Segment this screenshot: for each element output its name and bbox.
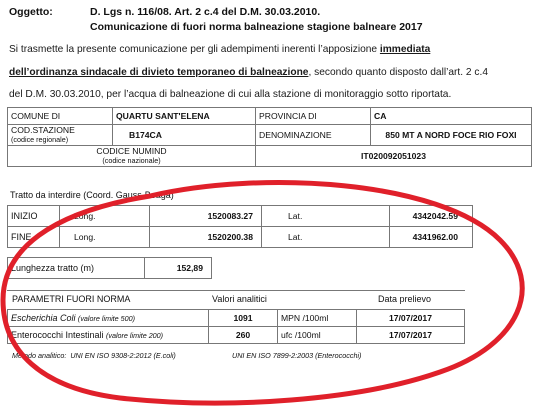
valori-header: Valori analitici: [212, 294, 267, 304]
body-line-1-emphasis: immediata: [379, 44, 431, 55]
numind-value: IT020092051023: [256, 146, 532, 167]
comune-label: COMUNE DI: [8, 108, 113, 125]
fine-lat-value: 4341962.00: [390, 227, 473, 248]
lunghezza-value: 152,89: [145, 258, 212, 279]
ellipse-stroke: [3, 183, 522, 403]
body-line-2-emphasis: dell’ordinanza sindacale di divieto temporaneo di balneazione: [9, 67, 309, 78]
data-prelievo-header: Data prelievo: [378, 294, 432, 304]
inizio-long-label: Long.: [60, 206, 150, 227]
inizio-label: INIZIO: [8, 206, 60, 227]
cod-stazione-label: COD.STAZIONE: [11, 125, 75, 135]
param-limit: (valore limite 200): [105, 331, 164, 340]
fine-label: FINE: [8, 227, 60, 248]
param-date: 17/07/2017: [357, 310, 465, 327]
tratto-title: Tratto da interdire (Coord. Gauss-Boaga): [10, 190, 174, 200]
body-line-2-text: , secondo quanto disposto dall’art. 2 c.4: [308, 67, 488, 78]
subject-label: Oggetto:: [9, 6, 53, 18]
denominazione-value: 850 MT A NORD FOCE RIO FOXI: [371, 125, 532, 146]
fine-long-label: Long.: [60, 227, 150, 248]
parametri-header: PARAMETRI FUORI NORMA: [12, 294, 131, 304]
param-date: 17/07/2017: [357, 327, 465, 344]
param-unit: ufc /100ml: [278, 327, 357, 344]
comune-value: QUARTU SANT'ELENA: [113, 108, 256, 125]
body-line-1-text: Si trasmette la presente comunicazione per gli adempimenti inerenti l’apposizione: [9, 44, 380, 55]
param-name: Escherichia Coli: [11, 313, 76, 323]
metodo-label: Metodo analitico:: [12, 351, 67, 360]
provincia-label: PROVINCIA DI: [256, 108, 371, 125]
fine-lat-label: Lat.: [262, 227, 390, 248]
metodo-1: UNI EN ISO 9308-2:2012 (E.coli): [70, 351, 176, 360]
denominazione-label: DENOMINAZIONE: [256, 125, 371, 146]
inizio-lat-label: Lat.: [262, 206, 390, 227]
param-name: Enterococchi Intestinali: [11, 330, 104, 340]
param-value: 260: [209, 327, 278, 344]
provincia-value: CA: [371, 108, 532, 125]
cod-stazione-value: B174CA: [113, 125, 256, 146]
numind-sub: (codice nazionale): [102, 156, 161, 165]
param-limit: (valore limite 500): [77, 314, 136, 323]
metodo-2: UNI EN ISO 7899-2:2003 (Enterococchi): [232, 351, 362, 360]
lunghezza-label: Lunghezza tratto (m): [8, 258, 145, 279]
param-unit: MPN /100ml: [278, 310, 357, 327]
param-value: 1091: [209, 310, 278, 327]
fine-long-value: 1520200.38: [150, 227, 262, 248]
subject-line-2: Comunicazione di fuori norma balneazione stagione balneare 2017: [90, 21, 423, 33]
body-line-3: del D.M. 30.03.2010, per l’acqua di balneazione di cui alla stazione di monitoraggio sotto riportata.: [9, 89, 452, 100]
subject-line-1: D. Lgs n. 116/08. Art. 2 c.4 del D.M. 30.03.2010.: [90, 6, 321, 18]
numind-label: CODICE NUMIND: [96, 146, 167, 156]
cod-stazione-sub: (codice regionale): [11, 135, 69, 144]
inizio-long-value: 1520083.27: [150, 206, 262, 227]
inizio-lat-value: 4342042.59: [390, 206, 473, 227]
